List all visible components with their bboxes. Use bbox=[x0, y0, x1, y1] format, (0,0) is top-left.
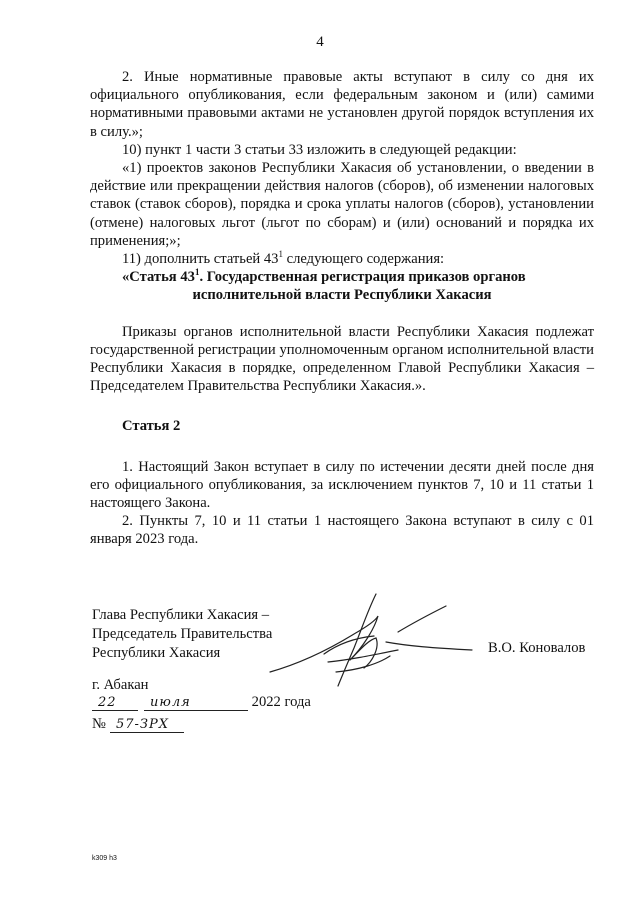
handwritten-signature bbox=[258, 590, 488, 690]
signature-title-block bbox=[92, 606, 272, 663]
body-text bbox=[90, 68, 594, 549]
date-day: 22 bbox=[92, 695, 138, 711]
item11-prefix: 11) дополнить статьей 43 bbox=[122, 251, 279, 268]
number-row bbox=[92, 716, 184, 733]
paragraph-item10: 10) пункт 1 части 3 статьи 33 изложить в следующей редакции: bbox=[122, 141, 517, 158]
signatory-name: В.О. Коновалов bbox=[488, 640, 586, 656]
signature-title-line2: Председатель Правительства bbox=[92, 626, 273, 642]
article-paragraph: Приказы органов исполнительной власти Республики Хакасия подлежат государственной регистрации уполномоченным органом исполнительной власти Республики Хакасия в порядке, определенном Главой Республики Хакасия – Председателем Правительства Республики Хакасия.». bbox=[90, 323, 594, 395]
paragraph-item10-quote: «1) проектов законов Республики Хакасия об установлении, о введении в действие или прекращении действия налогов (сборов), об изменении налоговых ставок (ставок сборов), порядка и срока уплаты налогов (сборов), установлении (отмене) налоговых льгот (льгот по сборам) и (или) оснований и порядка их применения;»; bbox=[90, 160, 594, 249]
article2-paragraph-2: 2. Пункты 7, 10 и 11 статьи 1 настоящего Закона вступают в силу с 01 января 2023 года. bbox=[90, 513, 594, 548]
heading-suffix: . Государственная регистрация приказов органов bbox=[199, 269, 526, 286]
place: г. Абакан bbox=[92, 677, 149, 693]
page-number: 4 bbox=[316, 34, 324, 50]
heading-sup: 1 bbox=[194, 267, 200, 278]
signature-title-line3: Республики Хакасия bbox=[92, 645, 221, 661]
heading-prefix: «Статья 43 bbox=[122, 269, 195, 286]
law-number: 57-ЗРХ bbox=[110, 717, 184, 733]
signature-title-line1: Глава Республики Хакасия – bbox=[92, 607, 270, 623]
article2-paragraph-1: 1. Настоящий Закон вступает в силу по истечении десяти дней после дня его официального опубликования, за исключением пунктов 7, 10 и 11 статьи 1 настоящего Закона. bbox=[90, 458, 594, 512]
footer-code: k309 h3 bbox=[92, 855, 117, 862]
article-heading-line1 bbox=[90, 268, 594, 286]
article-heading-line2: исполнительной власти Республики Хакасия bbox=[192, 287, 492, 304]
number-prefix: № bbox=[92, 716, 106, 732]
item11-sup: 1 bbox=[278, 249, 283, 260]
item11-suffix: следующего содержания: bbox=[282, 251, 445, 268]
article2-title: Статья 2 bbox=[122, 418, 181, 435]
paragraph-1: 2. Иные нормативные правовые акты вступают в силу со дня их официального опубликования, если федеральным законом и (или) самими нормативными правовыми актами не установлен другой порядок вступления их в силу.»; bbox=[90, 69, 594, 140]
paragraph-item11 bbox=[90, 250, 594, 268]
date-row bbox=[92, 694, 311, 711]
date-year: 2022 года bbox=[251, 694, 311, 710]
date-month: июля bbox=[144, 695, 248, 711]
